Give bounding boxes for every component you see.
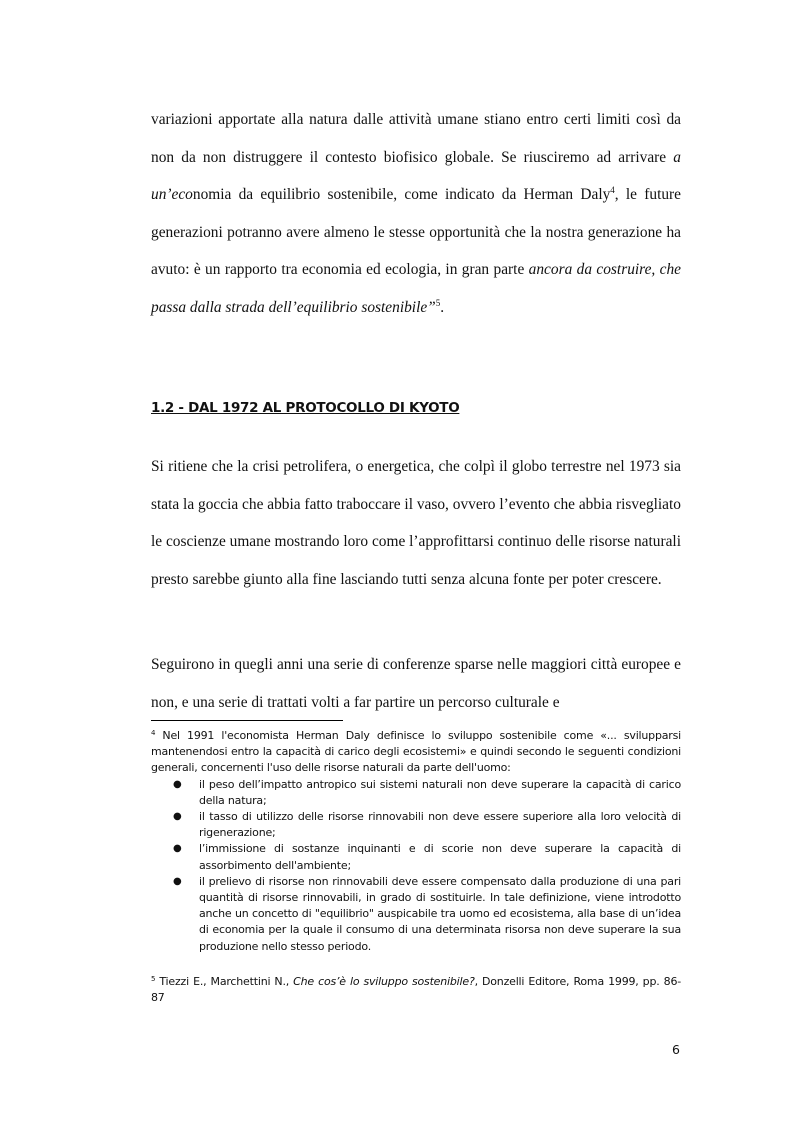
footnote-5 bbox=[151, 974, 681, 1006]
footnote-ref-5: 5 bbox=[435, 297, 441, 308]
footnote-4-list bbox=[151, 777, 681, 955]
paragraph-text: . bbox=[440, 298, 445, 316]
paragraph-italic-text: ancora da costruire, che passa dalla strada dell’equilibrio sostenibile” bbox=[151, 261, 681, 316]
footnote-authors: Tiezzi E., Marchettini N., bbox=[155, 975, 294, 988]
footnote-publisher: , Donzelli Editore, Roma 1999, pp. 86-87 bbox=[151, 975, 682, 1005]
paragraph-text: nomia da equilibrio sostenibile, come indicato da Herman Daly bbox=[192, 186, 611, 203]
list-item bbox=[151, 809, 681, 841]
page-number: 6 bbox=[672, 1042, 680, 1057]
list-item-text: l’immissione di sostanze inquinanti e di scorie non deve superare la capacità di assorbimento dell'ambiente; bbox=[199, 842, 681, 872]
footnote-number: 4 bbox=[151, 729, 156, 737]
list-item-text: il peso dell’impatto antropico sui sistemi naturali non deve superare la capacità di carico della natura; bbox=[199, 777, 681, 807]
section-heading: 1.2 - DAL 1972 AL PROTOCOLLO DI KYOTO bbox=[151, 400, 460, 416]
paragraph-italic-text: a un’eco bbox=[151, 148, 681, 203]
list-item bbox=[151, 777, 681, 809]
footnote-number: 5 bbox=[151, 975, 156, 983]
bullet-icon: ● bbox=[173, 811, 182, 823]
footnote-title: Che cos’è lo sviluppo sostenibile? bbox=[293, 975, 475, 988]
paragraph-text: , le future generazioni potranno avere almeno le stesse opportunità che la nostra generazione ha avuto: è un rapporto tra economia ed ecologia, in gran parte bbox=[151, 186, 681, 278]
list-item-text: il prelievo di risorse non rinnovabili deve essere compensato dalla produzione di una pari quantità di risorse rinnovabili, in grado di sostituirle. In tale definizione, viene introdotto anche un concetto di "equilibrio" auspicabile tra uomo ed ecosistema, alla base di un’idea di economia per la quale il consumo di una determinata risorsa non deve superare la sua produzione nello stesso periodo. bbox=[199, 874, 681, 953]
bullet-icon: ● bbox=[173, 875, 182, 887]
paragraph-crisis: Si ritiene che la crisi petrolifera, o energetica, che colpì il globo terrestre nel 1973 sia stata la goccia che abbia fatto traboccare il vaso, ovvero l’evento che abbia risvegliato le coscienze umane mostrando loro come l’approfittarsi continuo delle risorse naturali presto sarebbe giunto alla fine lasciando tutti senza alcuna fonte per poter crescere. bbox=[151, 458, 681, 588]
list-item-text: il tasso di utilizzo delle risorse rinnovabili non deve essere superiore alla loro velocità di rigenerazione; bbox=[199, 810, 681, 840]
footnote-text: Nel 1991 l'economista Herman Daly definisce lo sviluppo sostenibile come «... svilupparsi mantenendosi entro la capacità di carico degli ecosistemi» e quindi secondo le seguenti condizioni generali, concernenti l'uso delle risorse naturali da parte dell'uomo: bbox=[151, 729, 681, 775]
paragraph-text: variazioni apportate alla natura dalle attività umane stiano entro certi limiti così da non da non distruggere il contesto biofisico globale. Se riusciremo ad arrivare bbox=[151, 111, 681, 166]
bullet-icon: ● bbox=[173, 778, 182, 790]
list-item bbox=[151, 874, 681, 955]
footnote-separator bbox=[151, 720, 343, 721]
bullet-icon: ● bbox=[173, 843, 182, 855]
paragraph-continuation bbox=[151, 101, 681, 326]
paragraph-conferences: Seguirono in quegli anni una serie di conferenze sparse nelle maggiori città europee e non, e una serie di trattati volti a far partire un percorso culturale e bbox=[151, 656, 681, 711]
footnote-ref-4: 4 bbox=[610, 185, 615, 195]
footnote-4 bbox=[151, 728, 681, 955]
list-item bbox=[151, 841, 681, 873]
footnote-4-intro bbox=[151, 728, 681, 777]
